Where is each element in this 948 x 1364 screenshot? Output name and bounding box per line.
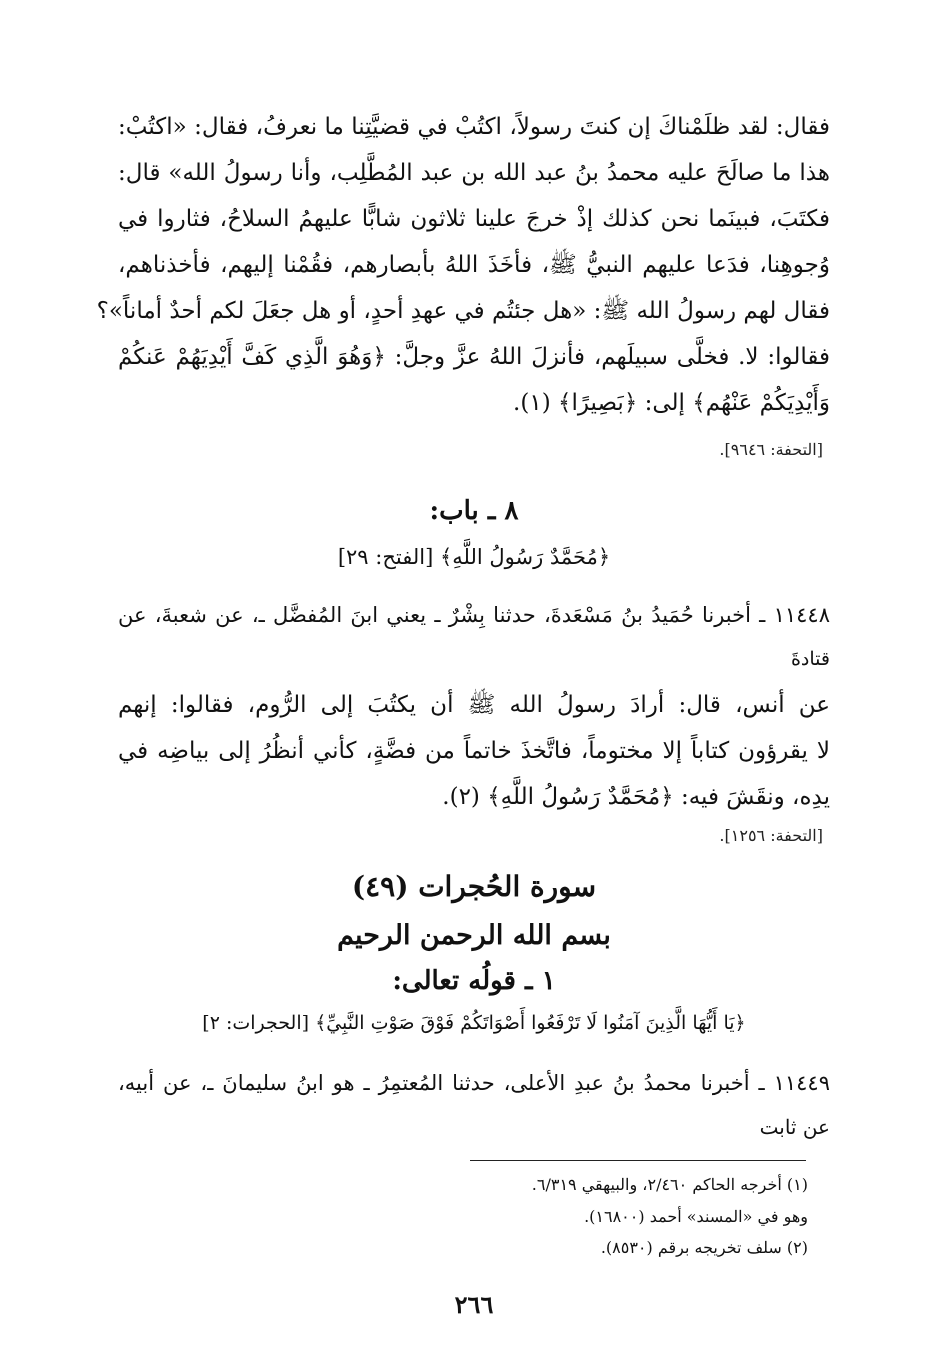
footnote-divider bbox=[470, 1160, 806, 1161]
surah-title: سورة الحُجرات (٤٩) bbox=[351, 870, 597, 903]
chapter-title: ٨ ـ باب: bbox=[429, 496, 519, 526]
basmala: بسم الله الرحمن الرحيم bbox=[337, 920, 611, 951]
matn-line: لا يقرؤون كتاباً إلا مختوماً، فاتَّخذَ خاتماً من فضَّةٍ، كأني أنظُرُ إلى بياضِه في bbox=[118, 738, 830, 764]
text-line: فقال لهم رسولُ الله ﷺ: «هل جئتُم في عهدِ أحدٍ، أو هل جعَلَ لكم أحدٌ أماناً»؟ bbox=[96, 298, 830, 324]
text-line: وَأَيْدِيَكُمْ عَنْهُم﴾ إلى: ﴿بَصِيرًا﴾ (١). bbox=[513, 390, 830, 416]
isnad-line: قتادةَ bbox=[790, 648, 830, 670]
section-verse: ﴿يَا أَيُّهَا الَّذِينَ آمَنُوا لَا تَرْفَعُوا أَصْوَاتَكُمْ فَوْقَ صَوْتِ النَّبِيِّ﴾ [الحجرات: ٢] bbox=[202, 1012, 746, 1034]
matn-line: يدِه، ونقَشَ فيه: ﴿مُحَمَّدٌ رَسُولُ اللَّهِ﴾ (٢). bbox=[442, 784, 830, 810]
text-line: وُجوهِنا، فدَعا عليهم النبيُّ ﷺ، فأخَذَ اللهُ بأبصارهم، فقُمْنا إليهم، فأخذناهم، bbox=[118, 252, 830, 278]
isnad-line: ١١٤٤٩ ـ أخبرنا محمدُ بنُ عبدِ الأعلى، حدثنا المُعتمِرُ ـ هو ابنُ سليمانَ ـ، عن أبيه، bbox=[118, 1071, 830, 1095]
isnad-line: عن ثابت bbox=[759, 1115, 830, 1139]
text-line: فكتَبَ، فبينَما نحن كذلك إذْ خرجَ علينا ثلاثون شابًّا عليهمُ السلاحُ، فثاروا في bbox=[118, 206, 830, 232]
text-line: فقال: لقد ظلَمْناكَ إن كنتَ رسولاً، اكتُبْ في قضيَّتِنا ما نعرفُ، فقال: «اكتُبْ: bbox=[118, 114, 830, 140]
page-number: ٢٦٦ bbox=[454, 1290, 494, 1319]
text-line: هذا ما صالَحَ عليه محمدُ بنُ عبد الله بن عبد المُطَّلِب، وأنا رسولُ الله» قال: bbox=[118, 160, 830, 186]
section-title: ١ ـ قولُه تعالى: bbox=[392, 966, 556, 996]
isnad-line: ١١٤٤٨ ـ أخبرنا حُمَيدُ بنُ مَسْعَدةَ، حدثنا بِشْرٌ ـ يعني ابنَ المُفضَّل ـ، عن شعبةَ، عن bbox=[118, 603, 830, 627]
tuhfa-reference: [التحفة: ٩٦٤٦]. bbox=[719, 440, 823, 459]
chapter-verse: ﴿مُحَمَّدٌ رَسُولُ اللَّهِ﴾ [الفتح: ٢٩] bbox=[337, 545, 611, 569]
text-line: فقالوا: لا. فخلَّى سبيلَهم، فأنزلَ اللهُ عزَّ وجلَّ: ﴿وَهُوَ الَّذِي كَفَّ أَيْدِيَهُمْ عَنكُمْ bbox=[118, 344, 830, 370]
matn-line: عن أنس، قال: أرادَ رسولُ الله ﷺ أن يكتُبَ إلى الرُّوم، فقالوا: إنهم bbox=[118, 692, 830, 718]
footnote: (١) أخرجه الحاكم ٢/٤٦٠، والبيهقي ٦/٣١٩. bbox=[531, 1175, 808, 1194]
tuhfa-reference: [التحفة: ١٢٥٦]. bbox=[719, 826, 823, 845]
footnote: (٢) سلف تخريجه برقم (٨٥٣٠). bbox=[600, 1238, 808, 1257]
footnote: وهو في «المسند» أحمد (١٦٨٠٠). bbox=[584, 1207, 808, 1226]
